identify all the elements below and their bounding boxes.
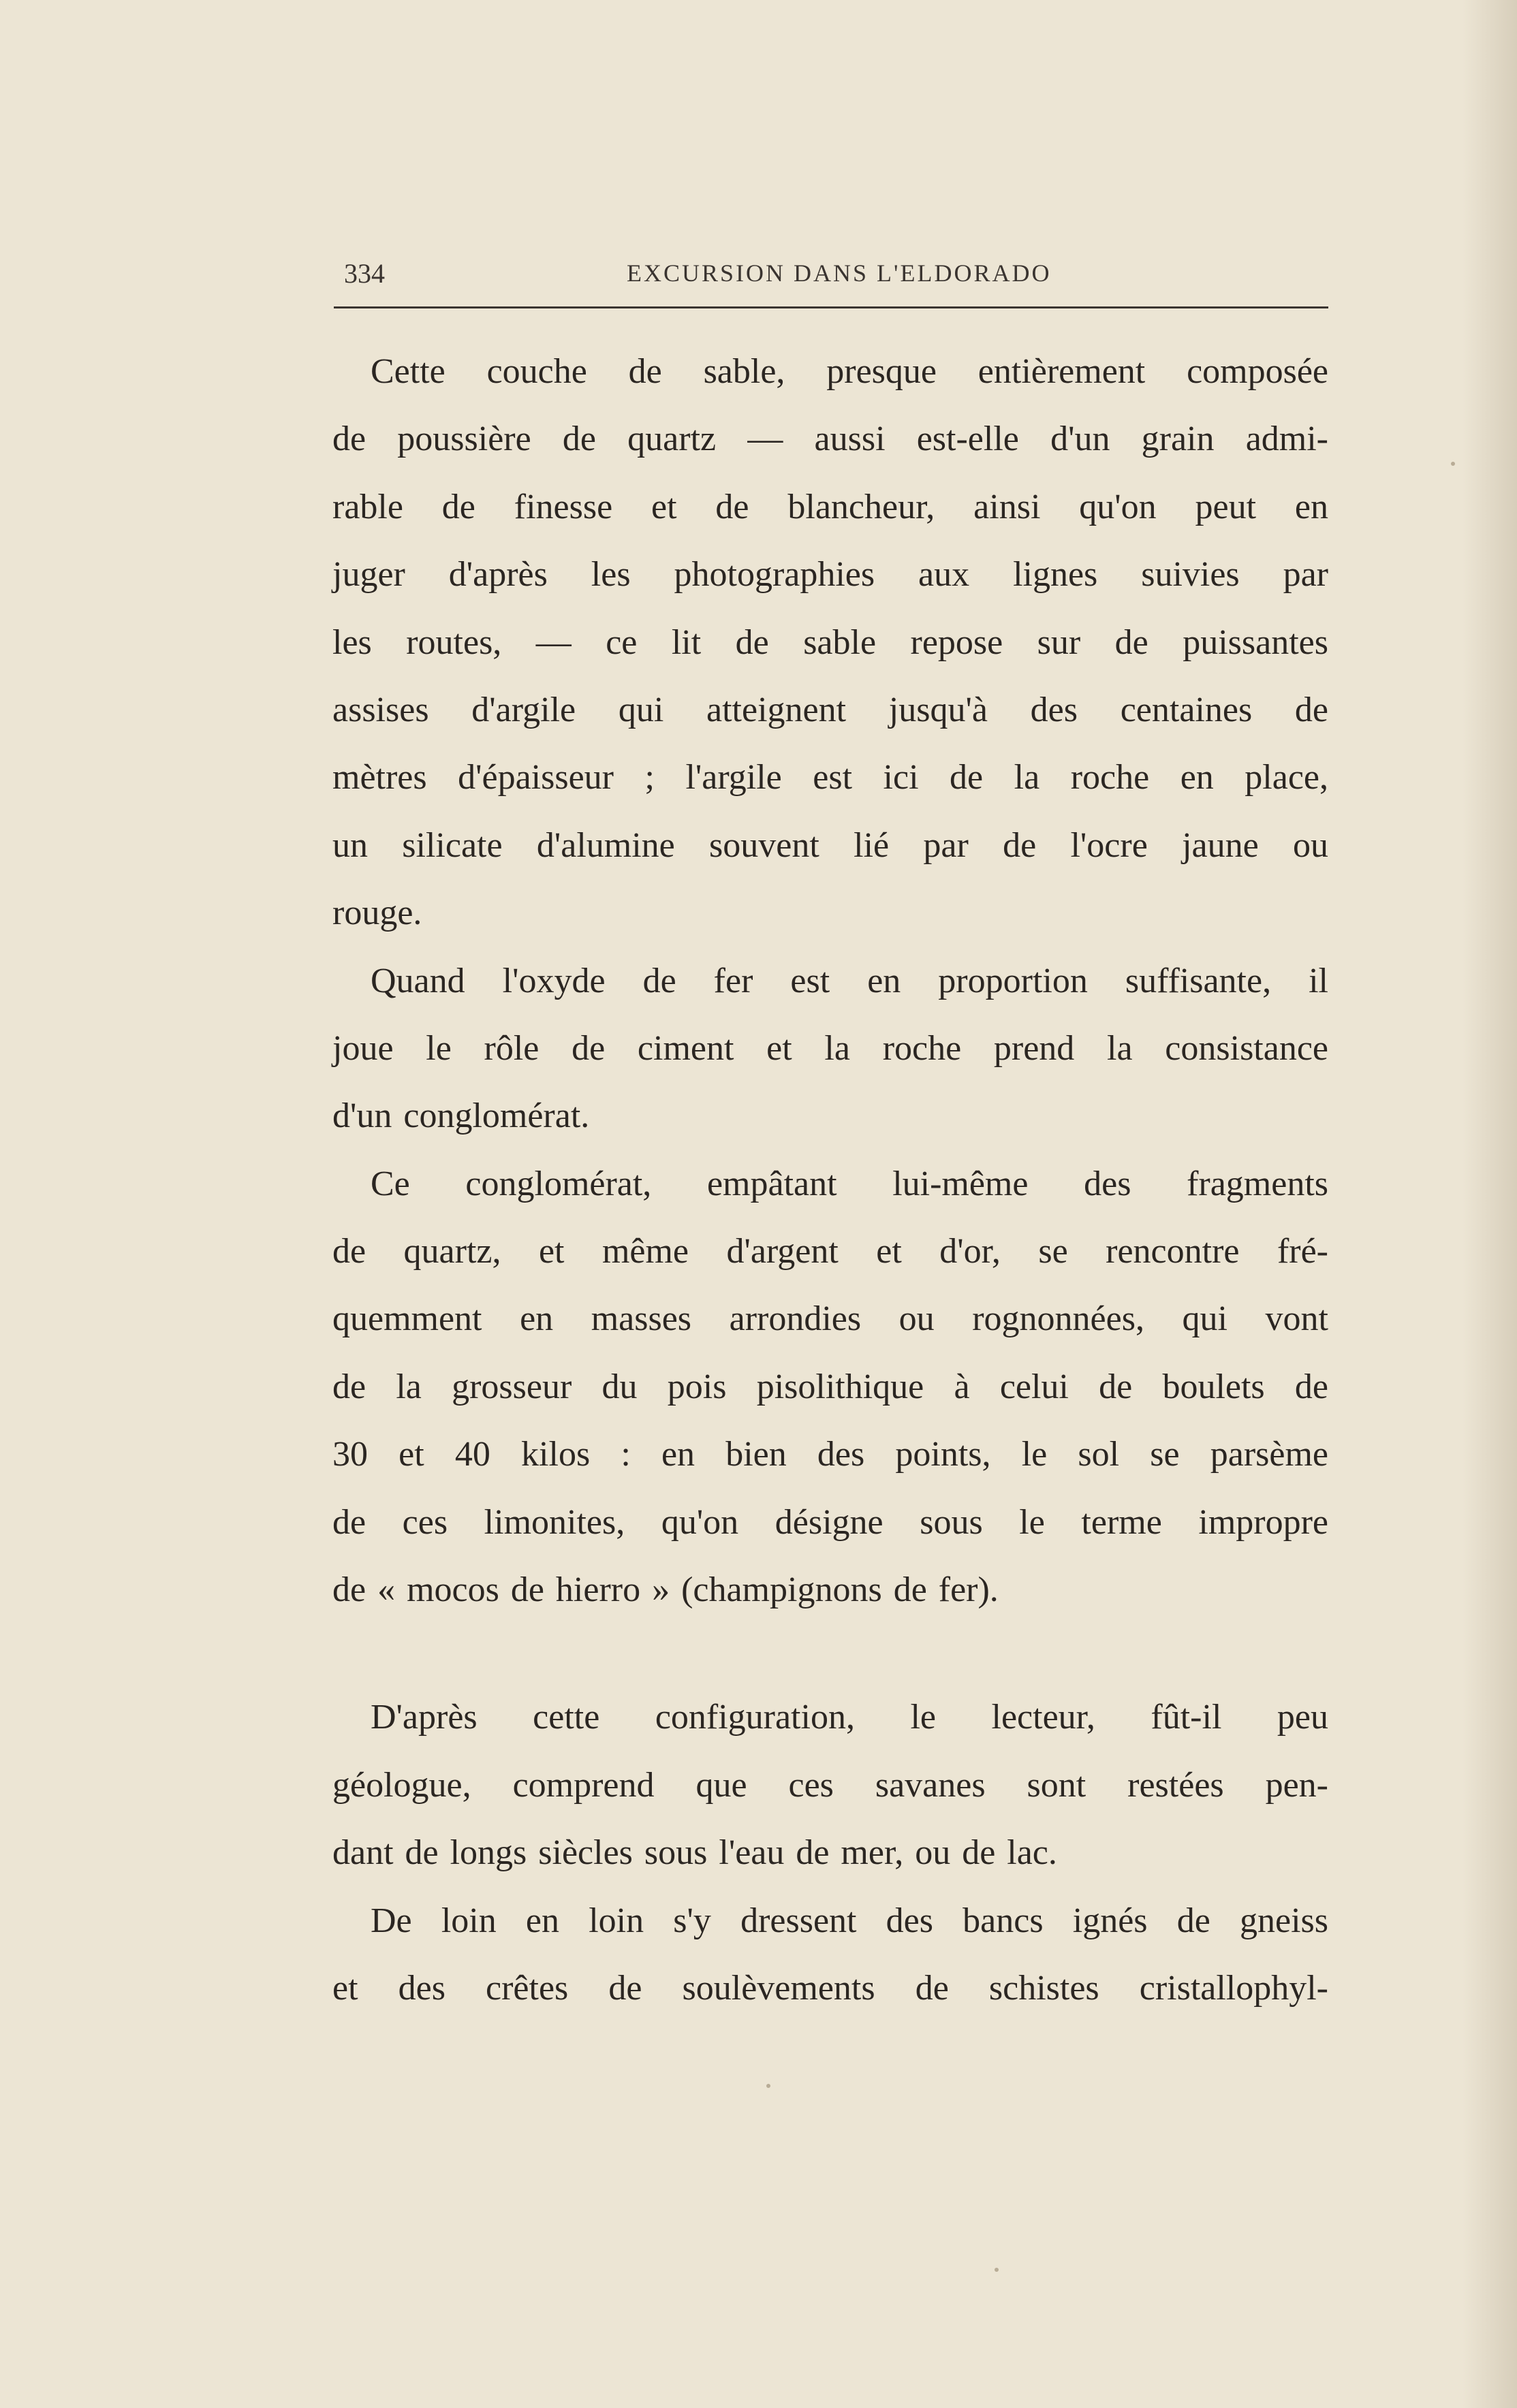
text-line: D'après cette configuration, le lecteur, fût-il peu xyxy=(371,1698,1328,1737)
paper-speck xyxy=(766,2084,770,2088)
text-line: juger d'après les photographies aux lignes suivies par xyxy=(332,555,1328,595)
text-line: de quartz, et même d'argent et d'or, se rencontre fré- xyxy=(332,1232,1328,1271)
paper-speck xyxy=(995,2268,999,2272)
text-line: rable de finesse et de blancheur, ainsi qu'on peut en xyxy=(332,487,1328,526)
text-line: les routes, — ce lit de sable repose sur de puissantes xyxy=(332,622,1328,662)
text-line: assises d'argile qui atteignent jusqu'à des centaines de xyxy=(332,690,1328,729)
paragraph xyxy=(332,338,1328,947)
text-line: et des crêtes de soulèvements de schistes cristallophyl- xyxy=(332,1968,1328,2008)
text-line: Ce conglomérat, empâtant lui-même des fragments xyxy=(371,1164,1328,1203)
text-line: de poussière de quartz — aussi est-elle d'un grain admi- xyxy=(332,419,1328,459)
header-rule xyxy=(334,306,1328,308)
text-line: Quand l'oxyde de fer est en proportion suffisante, il xyxy=(371,961,1328,1000)
text-line: De loin en loin s'y dressent des bancs ignés de gneiss xyxy=(371,1901,1328,1940)
text-line: de « mocos de hierro » (champignons de fer). xyxy=(332,1570,999,1610)
text-line: de la grosseur du pois pisolithique à celui de boulets de xyxy=(332,1367,1328,1406)
text-line: dant de longs siècles sous l'eau de mer, ou de lac. xyxy=(332,1833,1057,1873)
paragraph xyxy=(332,1887,1328,2023)
text-line: joue le rôle de ciment et la roche prend la consistance xyxy=(332,1028,1328,1068)
text-line: rouge. xyxy=(332,893,422,933)
section-gap xyxy=(332,1623,1328,1683)
text-line: d'un conglomérat. xyxy=(332,1096,590,1136)
text-line: mètres d'épaisseur ; l'argile est ici de la roche en place, xyxy=(332,758,1328,797)
paragraph xyxy=(332,947,1328,1150)
text-line: quemment en masses arrondies ou rognonnées, qui vont xyxy=(332,1299,1328,1339)
paper-speck xyxy=(1451,462,1455,466)
body-text xyxy=(332,338,1328,2022)
page-edge-shadow xyxy=(1463,0,1517,2408)
text-line: géologue, comprend que ces savanes sont restées pen- xyxy=(332,1765,1328,1805)
paragraph xyxy=(332,1150,1328,1624)
text-line: de ces limonites, qu'on désigne sous le terme impropre xyxy=(332,1502,1328,1542)
page-header xyxy=(334,251,1328,298)
text-line: Cette couche de sable, presque entièrement composée xyxy=(371,352,1328,391)
text-line: 30 et 40 kilos : en bien des points, le sol se parsème xyxy=(332,1435,1328,1474)
page-number: 334 xyxy=(344,258,385,289)
text-line: un silicate d'alumine souvent lié par de l'ocre jaune ou xyxy=(332,825,1328,865)
paragraph xyxy=(332,1683,1328,1886)
running-head: EXCURSION DANS L'ELDORADO xyxy=(627,259,1052,287)
